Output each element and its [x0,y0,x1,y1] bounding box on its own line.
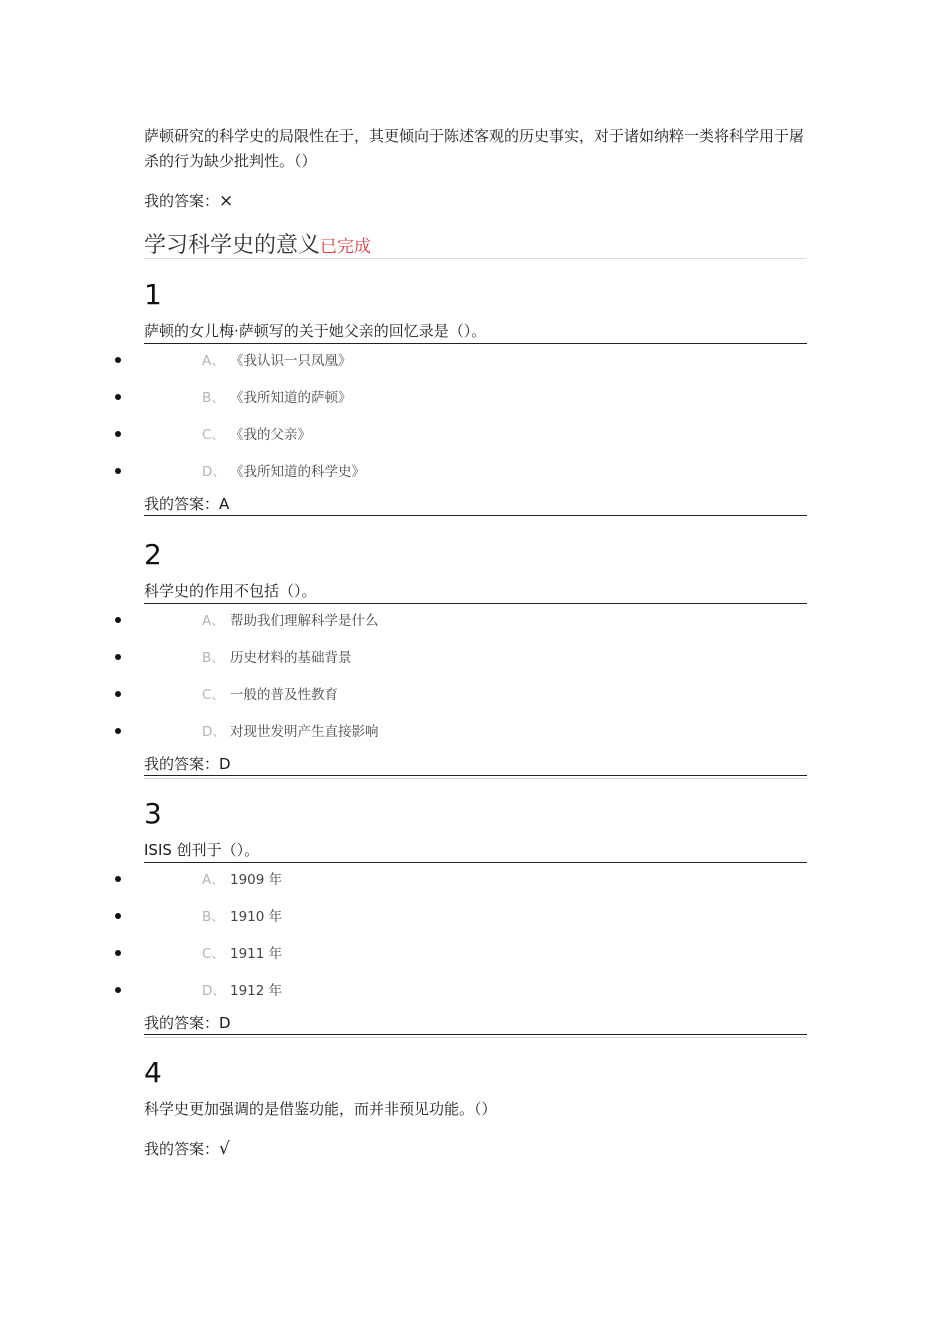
bullet-icon [115,654,121,660]
bullet-icon [115,357,121,363]
answer-label: 我的答案： [144,755,220,773]
option-text: 《我的父亲》 [230,427,311,443]
question-text: 萨顿的女儿梅·萨顿写的关于她父亲的回忆录是（）。 [144,320,807,344]
option-text: 1911 年 [230,946,283,962]
my-answer [144,1012,807,1035]
option-a [0,869,807,906]
answer-label: 我的答案： [144,1014,220,1032]
answer-value: √ [219,1139,230,1159]
option-c [0,424,807,461]
option-letter: B、 [202,390,225,406]
option-b [0,647,807,684]
option-letter: B、 [202,909,225,925]
option-text: 对现世发明产生直接影响 [230,724,379,740]
option-list [0,610,807,758]
bullet-icon [115,617,121,623]
bullet-icon [115,394,121,400]
option-text: 1909 年 [230,872,283,888]
option-text: 帮助我们理解科学是什么 [230,613,379,629]
bullet-icon [115,987,121,993]
section-header [144,228,807,259]
my-answer [144,1138,230,1160]
bullet-icon [115,728,121,734]
option-text: 历史材料的基础背景 [230,650,352,666]
question-number: 2 [144,538,162,571]
question-text: 科学史的作用不包括（）。 [144,580,807,604]
my-answer [144,753,807,776]
bullet-icon [115,913,121,919]
answer-label: 我的答案： [144,495,220,513]
option-b [0,387,807,424]
option-b [0,906,807,943]
option-letter: A、 [202,872,225,888]
option-text: 1910 年 [230,909,283,925]
question-text: 科学史更加强调的是借鉴功能，而并非预见功能。（） [144,1100,497,1118]
option-text: 《我认识一只凤凰》 [230,353,352,369]
question-number: 1 [144,278,162,311]
section-status: 已完成 [320,237,372,257]
bullet-icon [115,950,121,956]
section-title: 学习科学史的意义 [144,233,321,258]
question-text: ISIS 创刊于（）。 [144,839,807,863]
option-letter: C、 [202,427,225,443]
question-number: 3 [144,797,162,830]
option-letter: C、 [202,687,225,703]
answer-value: D [219,755,231,773]
answer-value: × [219,191,234,211]
option-list [0,350,807,498]
answer-value: A [219,495,230,513]
option-letter: D、 [202,464,226,480]
option-a [0,610,807,647]
option-c [0,943,807,980]
option-text: 《我所知道的萨顿》 [230,390,352,406]
option-letter: C、 [202,946,225,962]
option-letter: D、 [202,983,226,999]
bullet-icon [115,876,121,882]
option-text: 《我所知道的科学史》 [230,464,365,480]
option-letter: B、 [202,650,225,666]
option-letter: A、 [202,353,225,369]
intro-question-text: 萨顿研究的科学史的局限性在于，其更倾向于陈述客观的历史事实，对于诸如纳粹一类将科学用于屠杀的行为缺少批判性。（） [144,127,805,170]
question-number: 4 [144,1056,162,1089]
option-text: 一般的普及性教育 [230,687,338,703]
option-letter: D、 [202,724,226,740]
option-list [0,869,807,1017]
option-letter: A、 [202,613,225,629]
bullet-icon [115,431,121,437]
answer-label: 我的答案： [144,192,220,210]
answer-label: 我的答案： [144,1140,220,1158]
bullet-icon [115,691,121,697]
bullet-icon [115,468,121,474]
intro-answer [144,190,233,212]
my-answer [144,493,807,516]
option-text: 1912 年 [230,983,283,999]
option-c [0,684,807,721]
option-a [0,350,807,387]
answer-value: D [219,1014,231,1032]
